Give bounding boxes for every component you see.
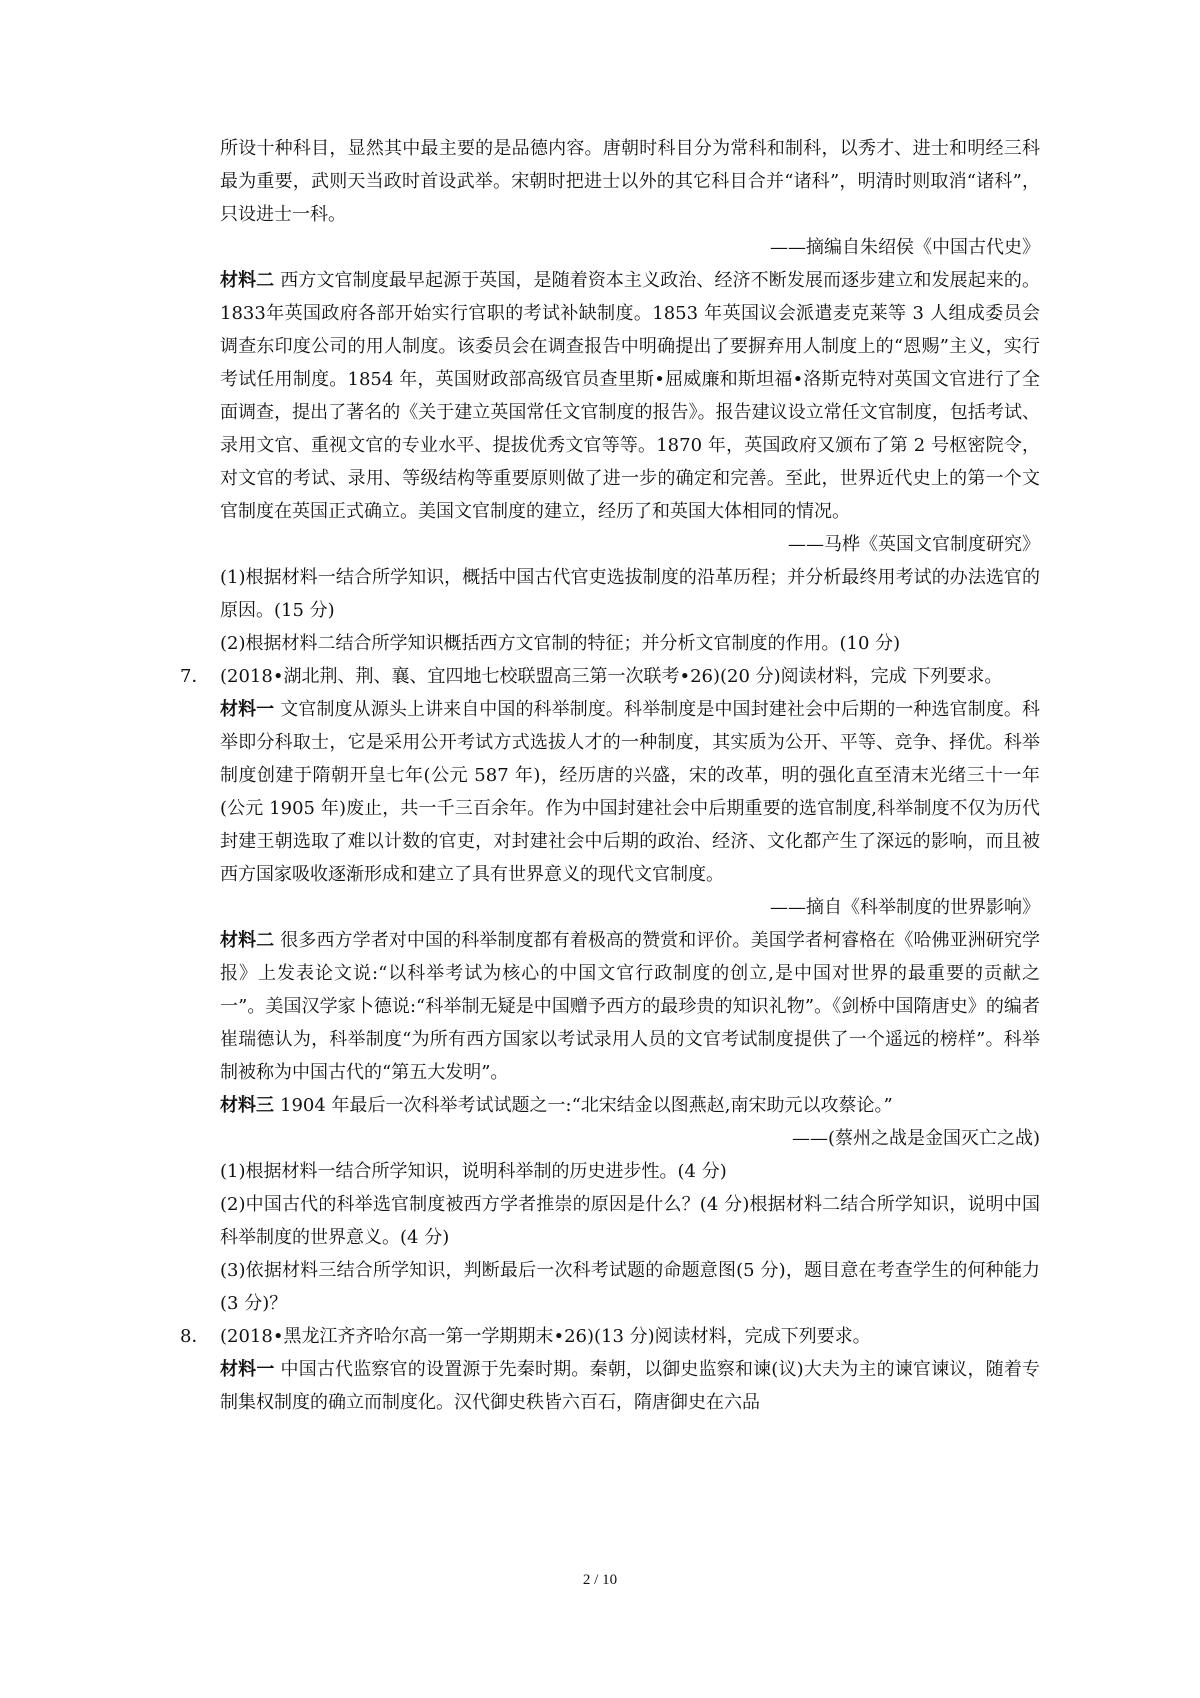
question-7-header [180, 660, 1040, 693]
material-paragraph [180, 924, 1040, 1089]
sub-question: (3)依据材料三结合所学知识，判断最后一次科考试题的命题意图(5 分)，题目意在考查学生的何种能力(3 分)？ [220, 1260, 1040, 1314]
material-paragraph [180, 693, 1040, 891]
material-label: 材料三 [220, 1095, 274, 1116]
sub-question: (2)根据材料二结合所学知识概括西方文官制的特征；并分析文官制度的作用。(10 分) [220, 633, 901, 654]
document-body [180, 132, 1040, 1419]
material-label: 材料二 [220, 930, 275, 951]
material-label: 材料一 [220, 1359, 275, 1380]
question-number: 7． [180, 666, 210, 687]
sub-question: (1)根据材料一结合所学知识，说明科举制的历史进步性。(4 分) [220, 1161, 727, 1182]
source-citation: ——摘编自朱绍侯《中国古代史》 [770, 237, 1040, 258]
material-label: 材料二 [220, 270, 275, 291]
material-text: 中国古代监察官的设置源于先秦时期。秦朝，以御史监察和谏(议)大夫为主的谏官谏议，随着专制集权制度的确立而制度化。汉代御史秩皆六百石，隋唐御史在六品 [220, 1359, 1040, 1413]
material-label: 材料一 [220, 699, 275, 720]
material-paragraph [180, 264, 1040, 528]
intro-paragraph: 所设十种科目，显然其中最主要的是品德内容。唐朝时科目分为常科和制科，以秀才、进士和明经三科最为重要，武则天当政时首设武举。宋朝时把进士以外的其它科目合并“诸科”，明清时则取消“诸科”，只设进士一科。 [220, 138, 1040, 225]
material-text: 1904 年最后一次科举考试试题之一:“北宋结金以图燕赵,南宋助元以攻蔡论。” [280, 1095, 893, 1116]
question-header-text: (2018•黑龙江齐齐哈尔高一第一学期期末•26)(13 分)阅读材料，完成下列要求。 [220, 1326, 871, 1347]
sub-question: (2)中国古代的科举选官制度被西方学者推崇的原因是什么？(4 分)根据材料二结合所学知识，说明中国科举制度的世界意义。(4 分) [220, 1194, 1040, 1248]
material-text: 文官制度从源头上讲来自中国的科举制度。科举制度是中国封建社会中后期的一种选官制度。科举即分科取士，它是采用公开考试方式选拔人才的一种制度，其实质为公开、平等、竞争、择优。科举制度创建于隋朝开皇七年(公元 587 年)，经历唐的兴盛，宋的改革，明的强化直至清末光绪三十一年(公元 1905 年)废止，共一千三百余年。作为中国封建社会中后期重要的选官制度,科举制度不仅为历代封建王朝选取了难以计数的官吏，对封建社会中后期的政治、经济、文化都产生了深远的影响，而且被西方国家吸收逐渐形成和建立了具有世界意义的现代文官制度。 [220, 699, 1041, 885]
page-number: 2 / 10 [582, 1572, 618, 1588]
source-citation: ——(蔡州之战是金国灭亡之战) [791, 1128, 1040, 1149]
material-text: 西方文官制度最早起源于英国，是随着资本主义政治、经济不断发展而逐步建立和发展起来的。1833年英国政府各部开始实行官职的考试补缺制度。1853 年英国议会派遣麦克莱等 3 人组成委员会调查东印度公司的用人制度。该委员会在调查报告中明确提出了要摒弃用人制度上的“恩赐”主义，实行考试任用制度。1854 年，英国财政部高级官员查里斯•屈威廉和斯坦福•洛斯克特对英国文官进行了全面调查，提出了著名的《关于建立英国常任文官制度的报告》。报告建议设立常任文官制度，包括考试、录用文官、重视文官的专业水平、提拔优秀文官等等。1870 年，英国政府又颁布了第 2 号枢密院令，对文官的考试、录用、等级结构等重要原则做了进一步的确定和完善。至此，世界近代史上的第一个文官制度在英国正式确立。美国文官制度的建立，经历了和英国大体相同的情况。 [220, 270, 1041, 522]
sub-question: (1)根据材料一结合所学知识，概括中国古代官吏选拔制度的沿革历程；并分析最终用考试的办法选官的原因。(15 分) [220, 567, 1040, 621]
material-paragraph [180, 1353, 1040, 1419]
question-8-header [180, 1320, 1040, 1353]
question-header-text: (2018•湖北荆、荆、襄、宜四地七校联盟高三第一次联考•26)(20 分)阅读材料，完成 下列要求。 [220, 666, 1003, 687]
question-number: 8． [180, 1326, 210, 1347]
material-paragraph [180, 1089, 1040, 1122]
source-citation: ——摘自《科举制度的世界影响》 [770, 897, 1040, 918]
material-text: 很多西方学者对中国的科举制度都有着极高的赞赏和评价。美国学者柯睿格在《哈佛亚洲研究学报》上发表论文说:“以科举考试为核心的中国文官行政制度的创立,是中国对世界的最重要的贡献之一”。美国汉学家卜德说:“科举制无疑是中国赠予西方的最珍贵的知识礼物”。《剑桥中国隋唐史》的编者崔瑞德认为，科举制度“为所有西方国家以考试录用人员的文官考试制度提供了一个遥远的榜样”。科举制被称为中国古代的“第五大发明”。 [220, 930, 1041, 1083]
source-citation: ——马桦《英国文官制度研究》 [788, 534, 1040, 555]
